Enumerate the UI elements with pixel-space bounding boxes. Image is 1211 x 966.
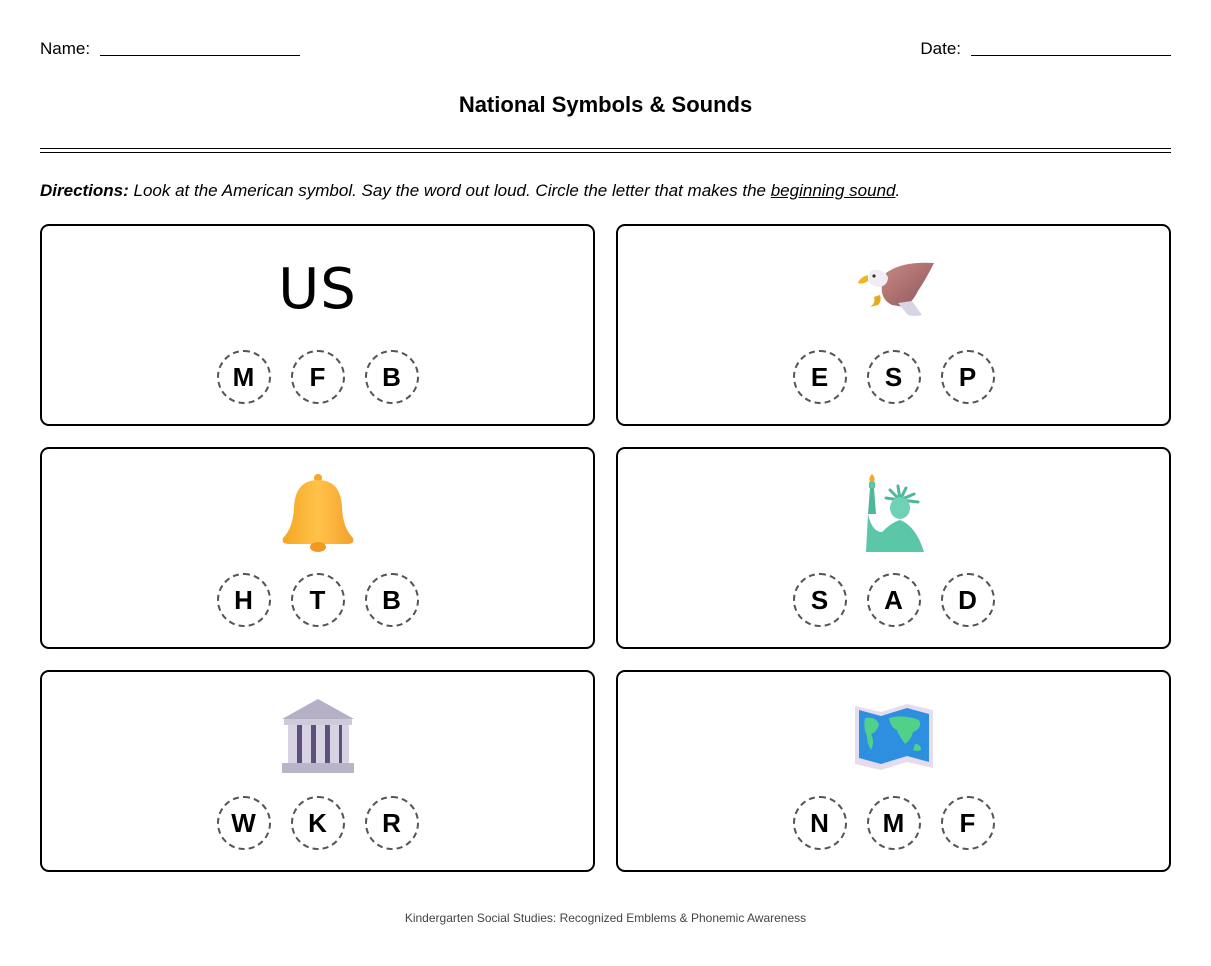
symbol-card-map <box>616 670 1171 872</box>
letter-choice[interactable]: T <box>291 573 345 627</box>
letter-choice[interactable]: W <box>217 796 271 850</box>
name-blank-line[interactable] <box>100 40 300 56</box>
title-divider <box>40 148 1171 153</box>
letter-choice[interactable]: F <box>941 796 995 850</box>
date-blank-line[interactable] <box>971 40 1171 56</box>
letter-choices <box>618 796 1169 850</box>
letter-choice[interactable]: F <box>291 350 345 404</box>
letter-choice[interactable]: S <box>793 573 847 627</box>
world-map-icon <box>618 696 1169 776</box>
date-label: Date: <box>920 39 961 58</box>
letter-choice[interactable]: B <box>365 350 419 404</box>
letter-choice[interactable]: M <box>867 796 921 850</box>
symbol-card-capitol <box>40 670 595 872</box>
letter-choice[interactable]: H <box>217 573 271 627</box>
letter-choice[interactable]: N <box>793 796 847 850</box>
letter-choice[interactable]: A <box>867 573 921 627</box>
directions-end: . <box>895 181 901 200</box>
us-flag-icon <box>42 250 593 330</box>
letter-choices <box>42 573 593 627</box>
letter-choices <box>42 796 593 850</box>
classical-building-icon <box>42 696 593 776</box>
letter-choice[interactable]: K <box>291 796 345 850</box>
bell-icon <box>42 473 593 553</box>
letter-choices <box>618 350 1169 404</box>
symbol-card-flag <box>40 224 595 426</box>
letter-choices <box>42 350 593 404</box>
page-title: National Symbols & Sounds <box>458 92 753 117</box>
symbol-card-eagle <box>616 224 1171 426</box>
us-flag-fallback-text: US <box>278 257 357 322</box>
bald-eagle-icon <box>618 250 1169 330</box>
name-field[interactable] <box>40 38 300 60</box>
directions-text: Look at the American symbol. Say the word out loud. Circle the letter that makes the <box>128 181 771 200</box>
letter-choice[interactable]: R <box>365 796 419 850</box>
directions-lead: Directions: <box>40 181 129 200</box>
symbol-card-bell <box>40 447 595 649</box>
statue-of-liberty-icon <box>618 473 1169 553</box>
footer-caption: Kindergarten Social Studies: Recognized Emblems & Phonemic Awareness <box>404 911 807 925</box>
letter-choice[interactable]: D <box>941 573 995 627</box>
letter-choice[interactable]: S <box>867 350 921 404</box>
name-label: Name: <box>40 39 91 58</box>
date-field[interactable] <box>920 38 1171 60</box>
letter-choice[interactable]: E <box>793 350 847 404</box>
letter-choice[interactable]: M <box>217 350 271 404</box>
letter-choice[interactable]: P <box>941 350 995 404</box>
header-fields <box>40 38 1171 62</box>
directions <box>40 181 900 201</box>
symbol-card-statue <box>616 447 1171 649</box>
letter-choice[interactable]: B <box>365 573 419 627</box>
letter-choices <box>618 573 1169 627</box>
directions-emphasis: beginning sound <box>770 181 896 200</box>
